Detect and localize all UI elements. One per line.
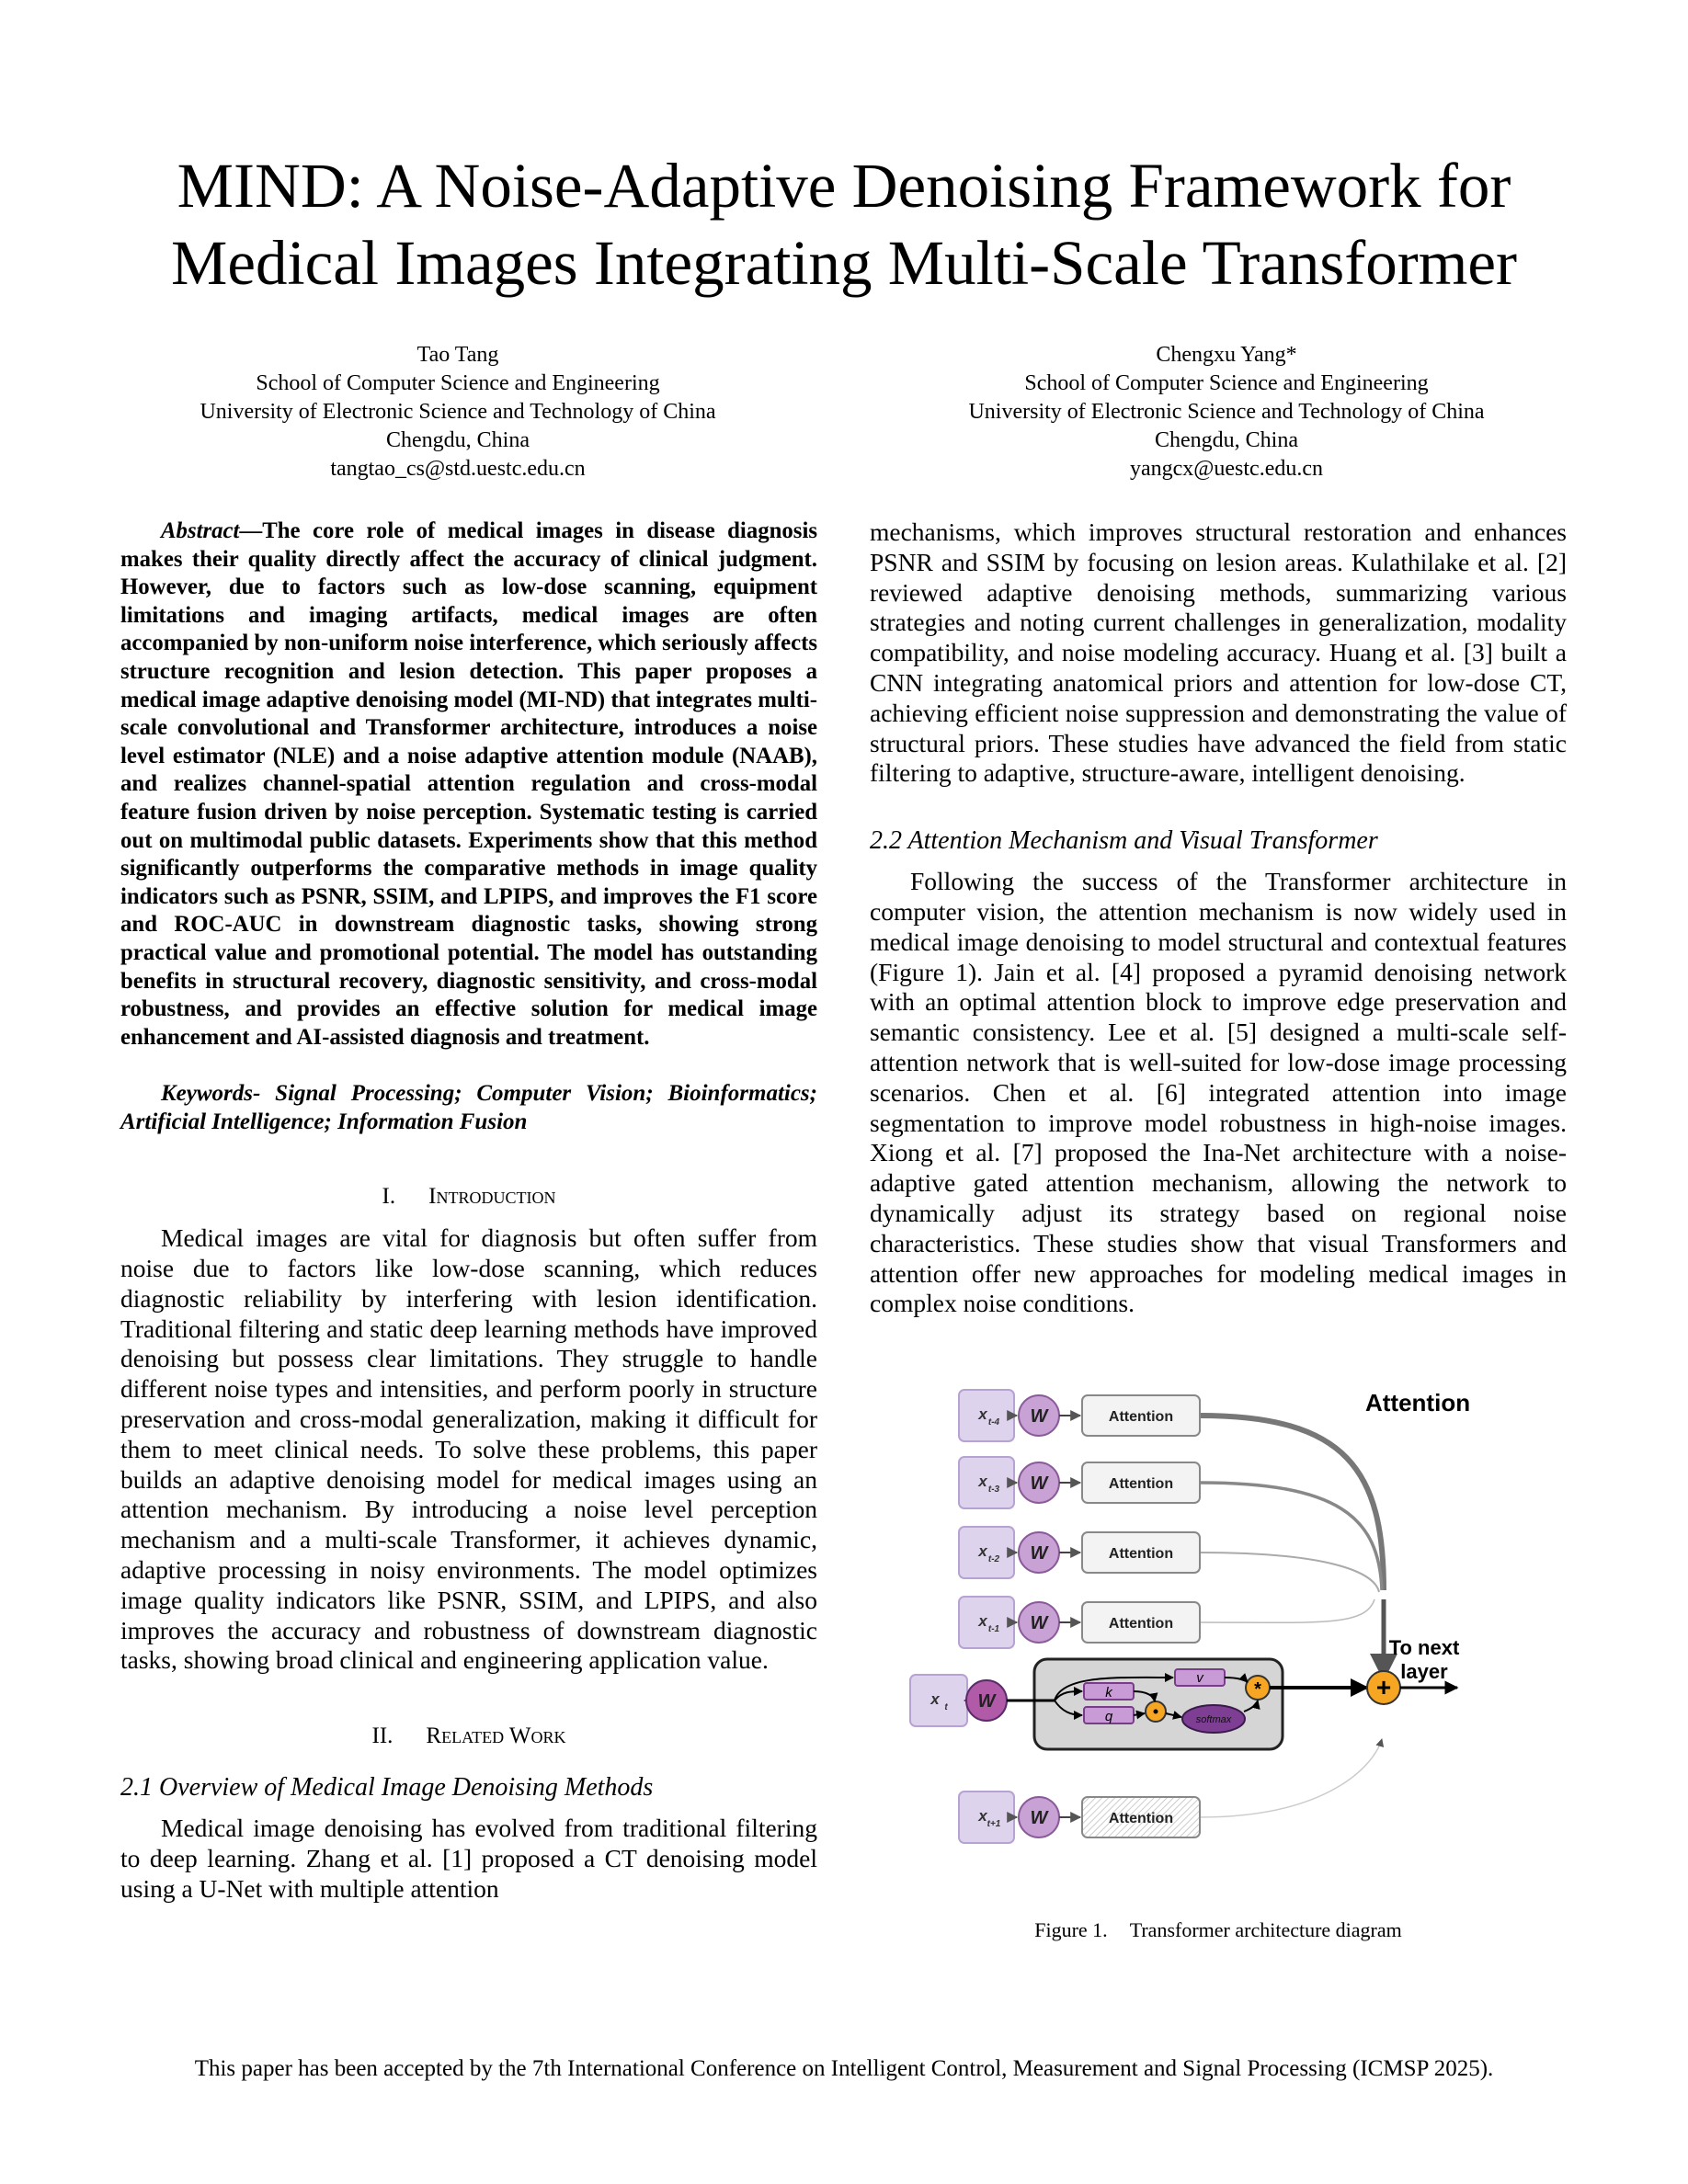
value-label: v	[1196, 1670, 1203, 1686]
author-email: tangtao_cs@std.uestc.edu.cn	[330, 457, 586, 481]
connector-6	[1200, 1739, 1382, 1817]
input-token-label: x	[978, 1612, 987, 1630]
connector-3	[1200, 1553, 1379, 1592]
keywords: Keywords- Signal Processing; Computer Vision; Bioinformatics; Artificial Intelligence; Information Fusion	[120, 1081, 817, 1135]
title-line-2: Medical Images Integrating Multi-Scale Transformer	[171, 228, 1517, 298]
input-token-subscript: t-1	[987, 1624, 1000, 1634]
author-city: Chengdu, China	[1155, 428, 1298, 452]
transformer-architecture-diagram	[896, 1379, 1540, 1829]
author-university: University of Electronic Science and Technology of China	[200, 400, 716, 424]
author-dept: School of Computer Science and Engineering	[1024, 371, 1429, 395]
paper-title	[92, 147, 1596, 301]
attention-label: Attention	[1108, 1546, 1174, 1562]
section-title: Introduction	[428, 1184, 556, 1210]
attention-label: Attention	[1108, 1616, 1174, 1632]
input-token-subscript: t-4	[987, 1417, 1000, 1428]
input-token-subscript: t-2	[987, 1554, 1000, 1564]
dot-product-symbol	[1154, 1710, 1158, 1714]
weight-label: W	[1030, 1808, 1048, 1828]
author-block-1	[108, 341, 807, 483]
author-city: Chengdu, China	[386, 428, 530, 452]
connector-1	[1200, 1416, 1384, 1590]
sum-symbol: +	[1375, 1673, 1392, 1701]
attention-label: Attention	[1108, 1476, 1174, 1492]
attention-label: Attention	[1108, 1811, 1174, 1826]
author-dept: School of Computer Science and Engineering	[256, 371, 660, 395]
weight-label: W	[1030, 1543, 1048, 1564]
subsection-2-1-text-part1: Medical image denoising has evolved from traditional filtering to deep learning. Zhang et al. [1] proposed a CT denoising model using a U-Net with multiple attention	[120, 1814, 817, 1903]
author-block-2	[877, 341, 1576, 483]
connector-4	[1200, 1599, 1374, 1622]
input-token-label: x	[978, 1405, 987, 1423]
softmax-label: softmax	[1195, 1714, 1232, 1725]
key-label: k	[1105, 1685, 1112, 1701]
weight-label: W	[1030, 1406, 1048, 1427]
title-line-1: MIND: A Noise-Adaptive Denoising Framework for	[177, 151, 1511, 221]
input-token-label: x	[978, 1473, 987, 1490]
weight-label: W	[1030, 1613, 1048, 1633]
query-label: q	[1104, 1709, 1113, 1724]
to-next-layer-line1: To next	[1388, 1636, 1460, 1659]
multiply-symbol: *	[1254, 1679, 1261, 1700]
section-number: I.	[382, 1184, 396, 1210]
author-name: Tao Tang	[416, 343, 499, 367]
author-email: yangcx@uestc.edu.cn	[1129, 457, 1324, 481]
figure-caption	[870, 1917, 1567, 1943]
to-next-layer-line2: layer	[1400, 1660, 1448, 1683]
input-token-label: x	[930, 1690, 940, 1708]
section-heading-introduction	[120, 1182, 817, 1211]
subsection-2-1-title: 2.1 Overview of Medical Image Denoising Methods	[120, 1773, 654, 1803]
figure-caption-label: Figure 1.	[1034, 1918, 1108, 1941]
section-number: II.	[371, 1723, 393, 1749]
footer-note: This paper has been accepted by the 7th International Conference on Intelligent Control, Measurement and Signal Processing (ICMSP 2025).	[194, 2056, 1494, 2081]
current-step-block	[1007, 1659, 1367, 1749]
subsection-2-1-text-part2: mechanisms, which improves structural restoration and enhances PSNR and SSIM by focusing on lesion areas. Kulathilake et al. [2] reviewed adaptive denoising methods, summarizing various strategies and noting current challenges in generalization, modality compatibility, and noise modeling accuracy. Huang et al. [3] built a CNN integrating anatomical priors and attention for low-dose CT, achieving efficient noise suppression and demonstrating the value of structural priors. These studies have advanced the field from static filtering to adaptive, structure-aware, intelligent denoising.	[870, 518, 1567, 788]
figure-caption-text: Transformer architecture diagram	[1129, 1918, 1402, 1941]
weight-label: W	[977, 1691, 996, 1712]
author-name: Chengxu Yang*	[1156, 343, 1297, 367]
abstract-dash: —	[239, 518, 263, 543]
right-column	[870, 518, 1567, 1319]
left-column	[120, 518, 817, 1905]
connector-2	[1200, 1483, 1382, 1590]
diagram-heading: Attention	[1365, 1389, 1471, 1416]
attention-label: Attention	[1108, 1409, 1174, 1425]
abstract-text: The core role of medical images in disease diagnosis makes their quality directly affect the accuracy of clinical judgment. However, due to factors such as low-dose scanning, equipment limitations and imaging artifacts, medical images are often accompanied by non-uniform noise interference, which seriously affects structure recognition and lesion detection. This paper proposes a medical image adaptive denoising model (MI-ND) that integrates multi-scale convolutional and Transformer architecture, introduces a noise level estimator (NLE) and a noise adaptive attention module (NAAB), and realizes channel-spatial attention regulation and cross-modal feature fusion driven by noise perception. Systematic testing is carried out on multimodal public datasets. Experiments show that this method significantly outperforms the comparative methods in image quality indicators such as PSNR, SSIM, and LPIPS, and improves the F1 score and ROC-AUC in downstream diagnostic tasks, showing strong practical value and promotional potential. The model has outstanding benefits in structural recovery, diagnostic sensitivity, and cross-modal robustness, and provides an effective solution for medical image enhancement and AI-assisted diagnosis and treatment.	[120, 518, 817, 1050]
introduction-text: Medical images are vital for diagnosis but often suffer from noise due to factors like low-dose scanning, which reduces diagnostic reliability by interfering with lesion identification. Traditional filtering and static deep learning methods have improved denoising but possess clear limitations. They struggle to handle different noise types and intensities, and perform poorly in structure preservation and cross-modal generalization, making it difficult for them to meet clinical needs. To solve these problems, this paper builds an adaptive denoising model for medical images using an attention mechanism. By introducing a noise level perception mechanism and a multi-scale Transformer, it achieves dynamic, adaptive processing in noisy environments. The model optimizes image quality indicators like PSNR, SSIM, and LPIPS, and also improves the accuracy and robustness of downstream diagnostic tasks, showing broad clinical and engineering application value.	[120, 1223, 817, 1675]
input-token-label: x	[978, 1807, 987, 1825]
input-token-subscript: t+1	[987, 1819, 1001, 1829]
subsection-2-2-title: 2.2 Attention Mechanism and Visual Transformer	[870, 826, 1378, 856]
section-title: Related Work	[426, 1723, 566, 1749]
abstract-lead: Abstract	[161, 518, 240, 543]
abstract	[120, 518, 817, 1052]
subsection-2-2-text: Following the success of the Transformer architecture in computer vision, the attention mechanism is now widely used in medical image denoising to model structural and contextual features (Figure 1). Jain et al. [4] proposed a pyramid denoising network with an optimal attention block to improve edge preservation and semantic consistency. Lee et al. [5] designed a multi-scale self-attention network that is well-suited for low-dose image processing scenarios. Chen et al. [6] integrated attention into image segmentation to improve model robustness in high-noise images. Xiong et al. [7] proposed the Ina-Net architecture with a noise-adaptive gated attention mechanism, allowing the network to dynamically adjust its strategy based on regional noise characteristics. These studies show that visual Transformers and attention offer new approaches for modeling medical images in complex noise conditions.	[870, 867, 1567, 1318]
input-token-subscript: t	[944, 1702, 948, 1712]
input-token-label: x	[978, 1542, 987, 1560]
section-heading-related-work	[120, 1722, 817, 1750]
author-university: University of Electronic Science and Technology of China	[968, 400, 1485, 424]
input-token-subscript: t-3	[987, 1484, 1000, 1495]
weight-label: W	[1030, 1473, 1048, 1494]
